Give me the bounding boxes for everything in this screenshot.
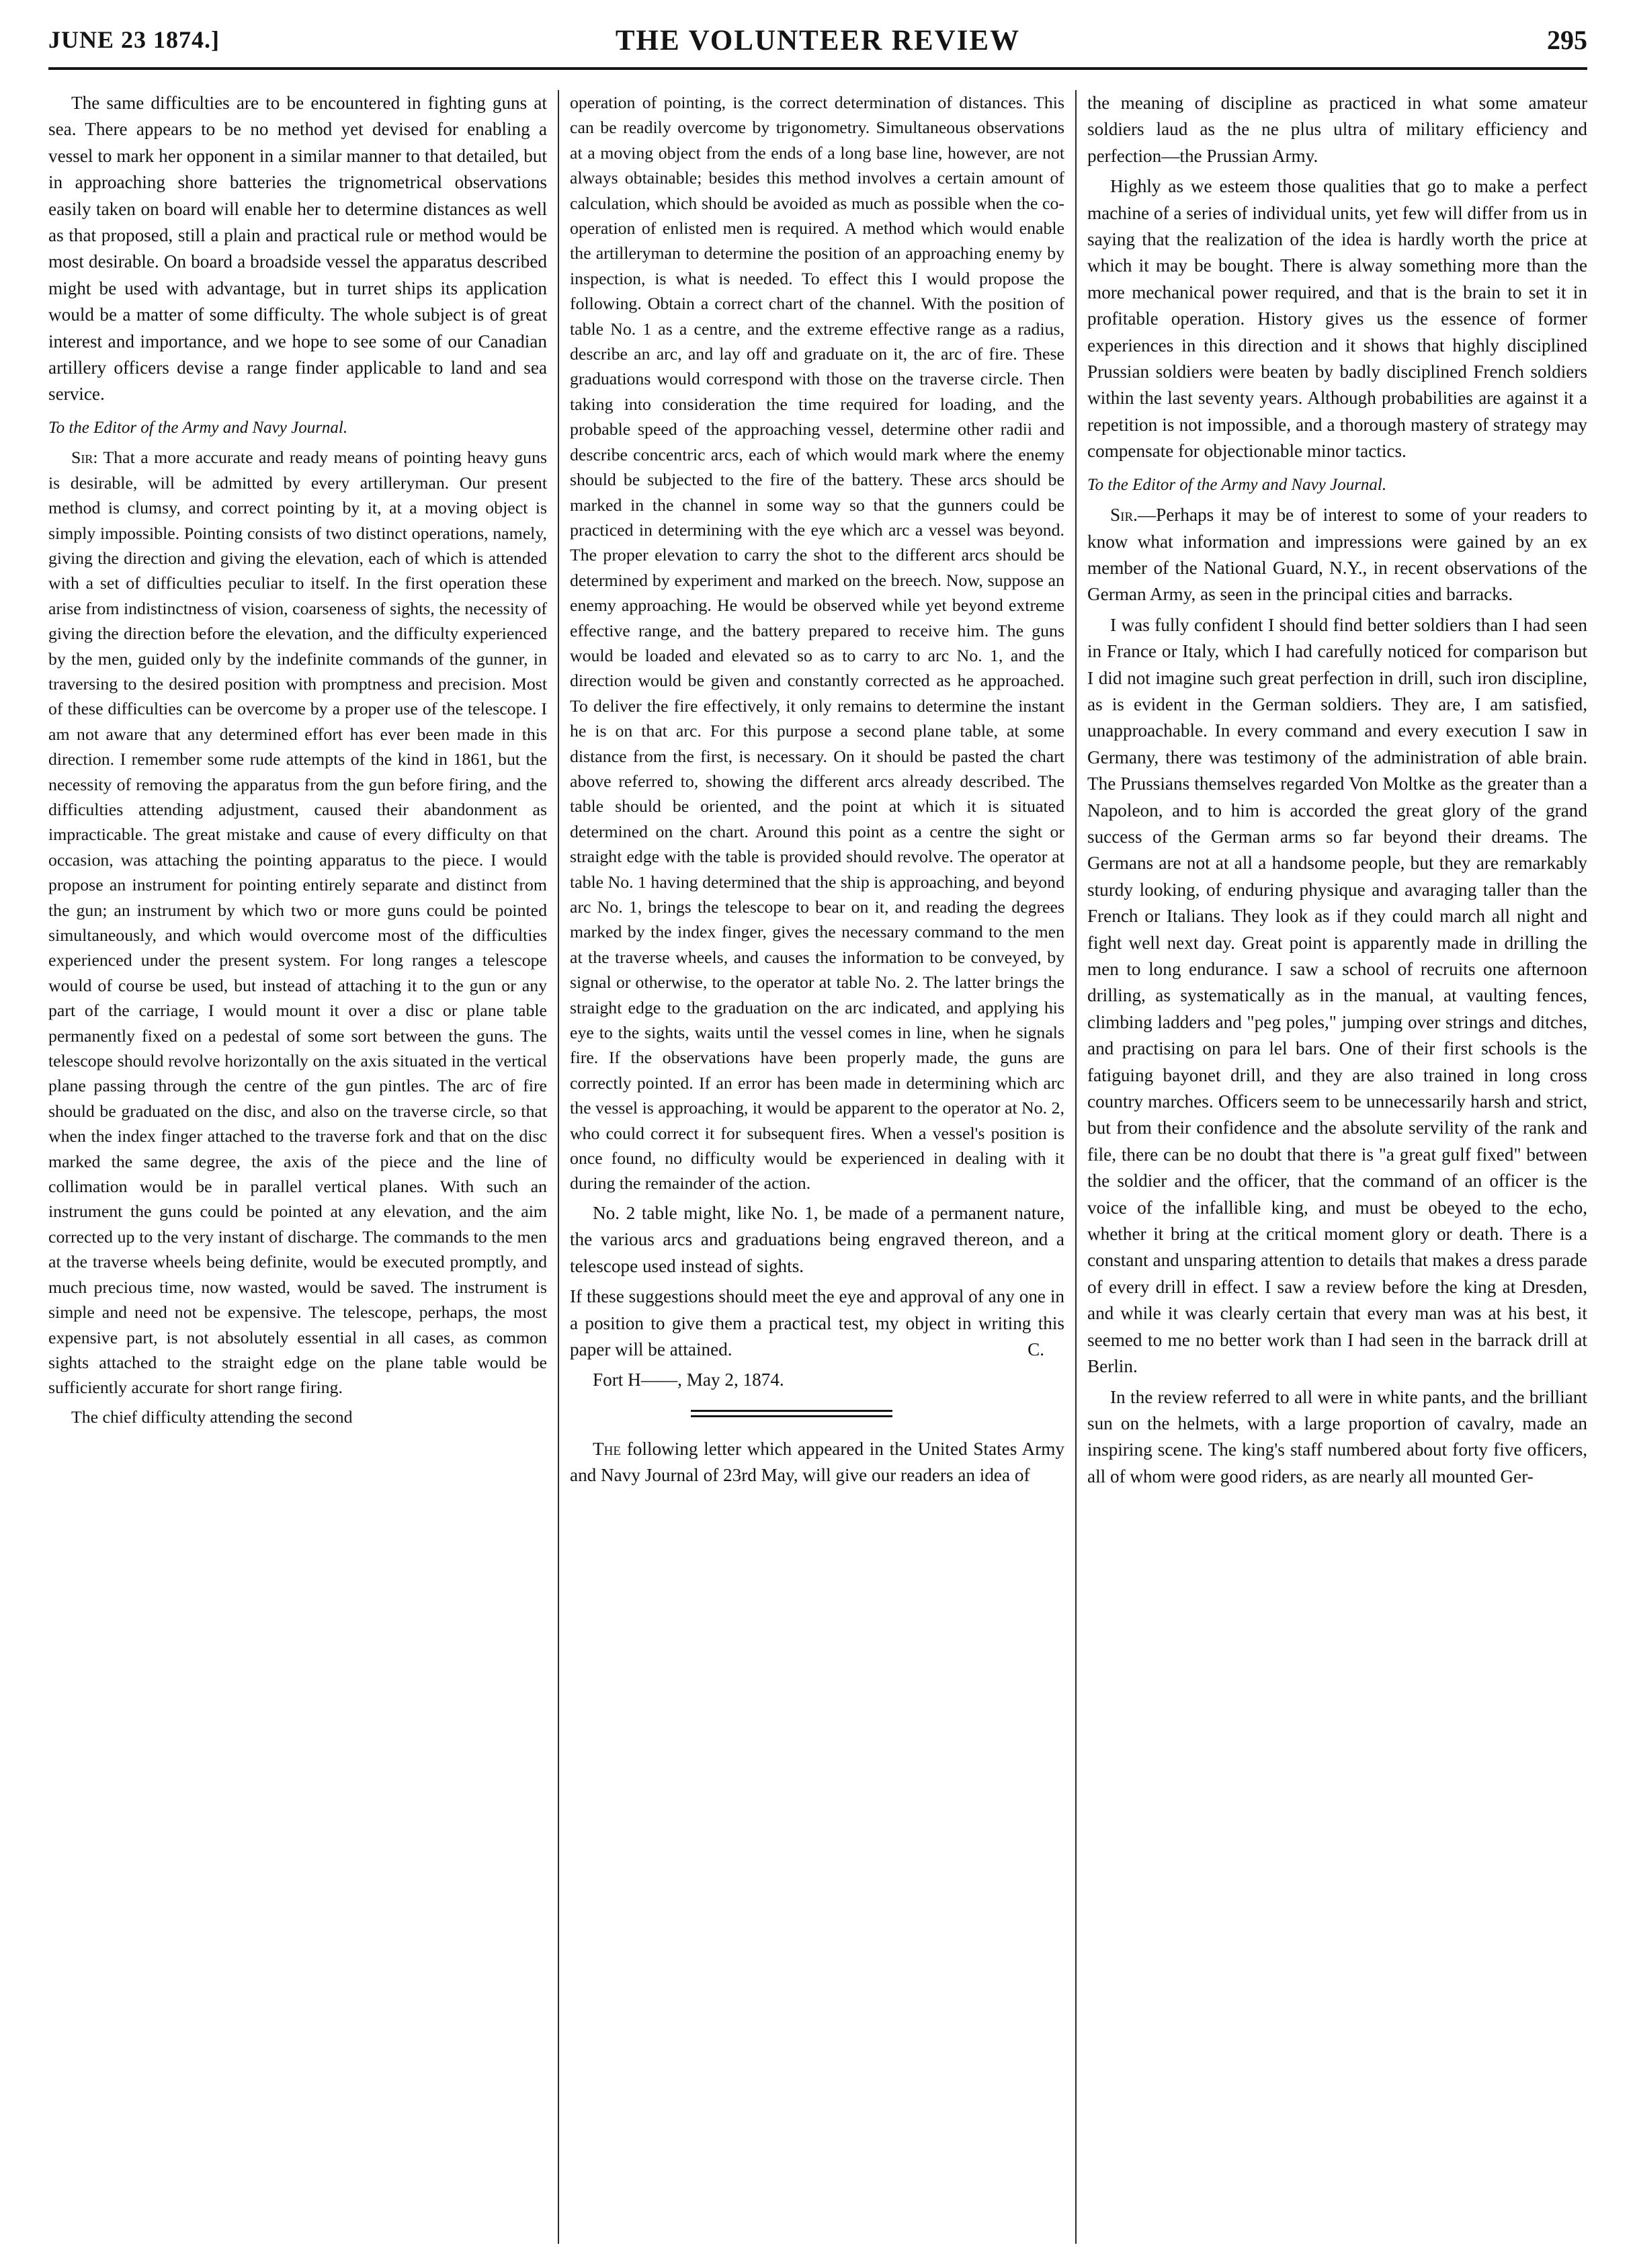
- page-number: 295: [1547, 25, 1587, 55]
- salutation: Sir:: [71, 448, 98, 468]
- letter-paragraph: operation of pointing, is the correct determination of distances. This can be readily overcome by trigonometry. Simultaneous observations at a moving object from the ends of a long base line, however, are not always obtainable; besides this method involves a certain amount of calculation, which should be avoided as much as possible when the co-operation of enlisted men is required. A method which would enable the artilleryman to determine the position of an approaching enemy by inspection, is what is needed. To effect this I would propose the following. Obtain a correct chart of the channel. With the position of table No. 1 as a centre, and the extreme effective range as a radius, describe an arc, and lay off and graduate on it, the arc of fire. These graduations would correspond with those on the traverse circle. Then taking into consideration the time required for loading, and the probable speed of the approaching vessel, determine other radii and describe concentric arcs, each of which would mark where the enemy should be subjected to the fire of the battery. These arcs should be marked in the channel in some way so that the gunners could be practiced in determining with the eye which arc a vessel was beyond. The proper elevation to carry the shot to the different arcs should be determined by experiment and marked on the breech. Now, suppose an enemy approaching. He would be observed while yet beyond extreme effective range, and the battery prepared to receive him. The guns would be loaded and elevated so as to carry to arc No. 1, and the direction would be given and constantly corrected as he approached. To deliver the fire effectively, it only remains to determine the instant he is on that arc. For this purpose a second plane table, at some distance from the first, is necessary. On it should be pasted the chart above referred to, showing the different arcs already described. The table should be oriented, and the point at which it is situated determined on the chart. Around this point as a centre the sight or straight edge with the table is provided should revolve. The operator at table No. 1 having determined that the ship is approaching, and beyond arc No. 1, brings the telescope to bear on it, and reading the degrees marked by the index finger, gives the necessary command to the men at the traverse wheels, and causes the information to be conveyed, by signal or otherwise, to the operator at table No. 2. The latter brings the straight edge to the graduation on the arc indicated, and applying his eye to the sights, waits until the vessel comes in line, when he signals fire. If the observations have been properly made, the guns are correctly pointed. If an error has been made in determining which arc the vessel is approaching, it would be apparent to the operator at No. 2, who could correct it for subsequent fires. When a vessel's position is once found, no difficulty would be experienced in dealing with it during the remainder of the action.: [570, 93, 1064, 1193]
- place-date: Fort H——, May 2, 1874.: [593, 1370, 784, 1390]
- page-header: [48, 19, 1587, 75]
- letter-heading: To the Editor of the Army and Navy Journal.: [48, 418, 348, 437]
- letter-paragraph: No. 2 table might, like No. 1, be made of a permanent nature, the various arcs and graduations being engraved thereon, and a telescope used instead of sights.: [570, 1202, 1064, 1276]
- column-3: [1087, 90, 1587, 2244]
- letter-paragraph: In the review referred to all were in white pants, and the brilliant sun on the helmets, with a large proportion of cavalry, made an inspiring scene. The king's staff numbered about forty five officers, all of whom were good riders, as are nearly all mounted Ger-: [1087, 1386, 1587, 1486]
- article-paragraph: Highly as we esteem those qualities that go to make a perfect machine of a series of individual units, yet few will differ from us in saying that the realization of the idea is hardly worth the price at which it may be bought. There is alway something more than the more mechanical power required, and that is the brain to set it in profitable operation. History gives us the essence of former experiences in this direction and it shows that highly disciplined Prussian soldiers were beaten by badly disciplined French soldiers within the last seventy years. Although probabilities are against it a repetition is not impossible, and a thorough mastery of strategy may compensate for objectionable minor tactics.: [1087, 176, 1587, 462]
- column-1: [48, 90, 547, 2244]
- intro-text: following letter which appeared in the United States Army and Navy Journal of 23rd May, will give our readers an idea of: [570, 1438, 1064, 1486]
- signature: C.: [1028, 1339, 1044, 1359]
- intro-paragraph: [570, 1436, 1064, 1489]
- column-divider: [558, 90, 559, 2244]
- column-2: [570, 90, 1064, 2244]
- letter-paragraph: [1087, 502, 1587, 608]
- letter-closing: [570, 1284, 1064, 1363]
- letter-paragraph: I was fully confident I should find better soldiers than I had seen in France or Italy, which I had carefully noticed for comparison but I did not imagine such great perfection in drill, such iron discipline, as is evident in the German soldiers. They are, I am satisfied, unapproachable. In every command and every execution I saw in Germany, there was testimony of the administration of able brain. The Prussians themselves regarded Von Moltke as the greater than a Napoleon, and to him is accorded the great glory of the grand success of the German arms so far beyond their dreams. The Germans are not at all a handsome people, but they are remarkably sturdy looking, of enduring physique and avaraging taller than the French or Italians. They look as if they could march all night and fight well next day. Great point is apparently made in drilling the men to long endurance. I saw a school of recruits one afternoon drilling, as systematically as in the manual, at vaulting fences, climbing ladders and "peg poles," jumping over strings and ditches, and practising on para lel bars. One of their first schools is the fatiguing bayonet drill, and they are also trained in long cross country marches. Officers seem to be unnecessarily harsh and strict, but from their confidence and the absolute servility of the rank and file, there can be no doubt that there is "a great gulf fixed" between the soldier and the officer, that the command of an officer is the voice of the infallible king, and must be obeyed to the echo, whether it bring at the critical moment glory or death. There is a constant and unsparing attention to details that makes a dress parade of every drill in effect. I saw a review before the king at Dresden, and while it was clearly certain that every man was at his best, it seemed to me no better work than I had seen in the barrack drill at Berlin.: [1087, 614, 1587, 1377]
- article-paragraph: the meaning of discipline as practiced in what some amateur soldiers laud as the ne plus ultra of military efficiency and perfection—the Prussian Army.: [1087, 93, 1587, 166]
- intro-lead: The: [593, 1438, 621, 1459]
- section-separator: [691, 1410, 892, 1417]
- article-paragraph: The same difficulties are to be encountered in fighting guns at sea. There appears to be no method yet devised for enabling a vessel to mark her opponent in a similar manner to that detailed, but in approaching shore batteries the trignometrical observations easily taken on board will enable her to determine distances as well as that proposed, still a plain and practical rule or method would be most desirable. On board a broadside vessel the apparatus described might be used with advantage, but in turret ships its application would be a matter of some difficulty. The whole subject is of great interest and importance, and we hope to see some of our Canadian artillery officers devise a range finder applicable to land and sea service.: [48, 93, 547, 405]
- letter-body: That a more accurate and ready means of pointing heavy guns is desirable, will be admitted by every artilleryman. Our present method is clumsy, and correct pointing by it, at a moving object is simply impossible. Pointing consists of two distinct operations, namely, giving the direction and giving the elevation, each of which is attended with a set of difficulties peculiar to itself. In the first operation these arise from indistinctness of vision, coarseness of sights, the necessity of giving the direction before the elevation, and the difficulty experienced by the men, guided only by the indefinite commands of the gunner, in traversing to the desired position with promptness and precision. Most of these difficulties can be overcome by a proper use of the telescope. I am not aware that any determined effort has ever been made in this direction. I remember some rude attempts of the kind in 1861, but the necessity of removing the apparatus from the gun before firing, and the difficulties attending adjustment, caused their abandonment as impracticable. The great mistake and cause of every difficulty on that occasion, was attaching the pointing apparatus to the piece. I would propose an instrument for pointing entirely separate and distinct from the gun; an instrument by which two or more guns could be pointed simultaneously, and which would overcome most of the difficulties experienced under the present system. For long ranges a telescope would of course be used, but instead of attaching it to the gun or any part of the carriage, I would mount it over a disc or plane table permanently fixed on a pedestal of some sort between the guns. The telescope should revolve horizontally on the axis situated in the vertical plane passing through the centre of the gun pintles. The arc of fire should be graduated on the disc, and also on the traverse circle, so that when the index finger attached to the traverse fork and that on the disc marked the same degree, the axis of the piece and the line of collimation would be in parallel vertical planes. With such an instrument the guns could be pointed at any elevation, and the aim corrected up to the very instant of discharge. The commands to the men at the traverse wheels being definite, would be executed promptly, and much precious time, now wasted, would be saved. The instrument is simple and need not be expensive. The telescope, perhaps, the most expensive part, is not absolutely essential in all cases, as common sights attached to the straight edge on the plane table would be sufficiently accurate for short range firing.: [48, 448, 547, 1398]
- letter-paragraph: [48, 445, 547, 1400]
- column-divider: [1075, 90, 1077, 2244]
- header-rule: [48, 67, 1587, 70]
- publication-title: THE VOLUNTEER REVIEW: [615, 25, 1021, 56]
- letter-heading: To the Editor of the Army and Navy Journal.: [1087, 475, 1387, 494]
- letter-paragraph: The chief difficulty attending the second: [71, 1406, 353, 1427]
- letter-body: —Perhaps it may be of interest to some of your readers to know what information and impressions were gained by an ex member of the National Guard, N.Y., in recent observations of the German Army, as seen in the principal cities and barracks.: [1087, 505, 1587, 605]
- salutation: Sir.: [1110, 505, 1138, 526]
- closing-text: If these suggestions should meet the eye and approval of any one in a position to give them a practical test, my object in writing this paper will be attained.: [570, 1286, 1064, 1359]
- issue-date: JUNE 23 1874.]: [48, 26, 220, 53]
